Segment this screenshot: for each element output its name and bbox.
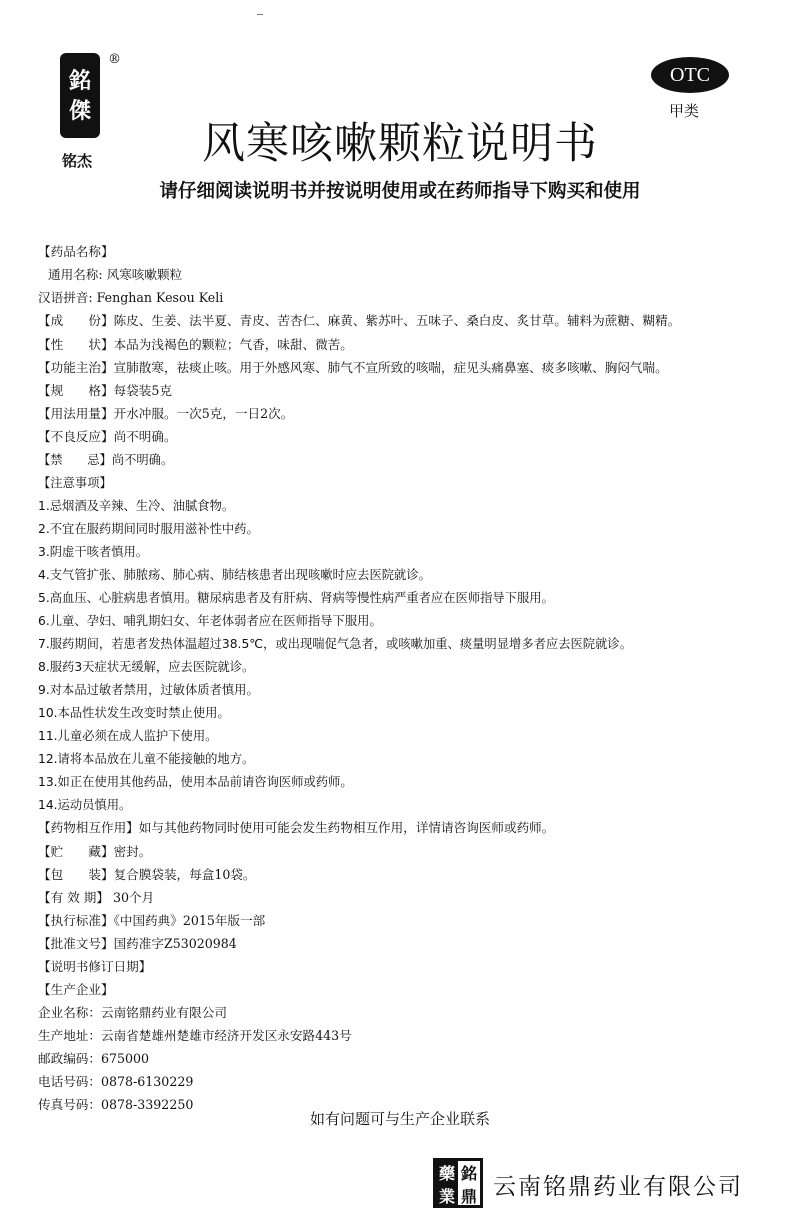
section-shelf-life: 【有 效 期】 30个月: [38, 890, 155, 905]
precaution-item: 12.请将本品放在儿童不能接触的地方。: [38, 752, 255, 766]
fax-number: 传真号码：0878-3392250: [38, 1097, 194, 1112]
precaution-item: 9.对本品过敏者禁用，过敏体质者慎用。: [38, 683, 259, 697]
precaution-item: 13.如正在使用其他药品，使用本品前请咨询医师或药师。: [38, 775, 353, 789]
precaution-item: 1.忌烟酒及辛辣、生冷、油腻食物。: [38, 499, 235, 513]
seal-glyph: 銘: [460, 1164, 477, 1183]
section-revision-date: 【说明书修订日期】: [38, 959, 152, 974]
otc-class-label: 甲类: [669, 102, 700, 120]
section-approval-number: 【批准文号】国药准字Z53020984: [38, 936, 237, 951]
section-indications: 【功能主治】宣肺散寒，祛痰止咳。用于外感风寒、肺气不宣所致的咳喘，症见头痛鼻塞、痰多咳嗽、胸闷气喘。: [38, 360, 668, 375]
section-package: 【包 装】复合膜袋装，每盒10袋。: [38, 867, 256, 882]
company-address: 生产地址：云南省楚雄州楚雄市经济开发区永安路443号: [38, 1028, 352, 1043]
section-storage: 【贮 藏】密封。: [38, 844, 152, 859]
section-adverse-reactions: 【不良反应】尚不明确。: [38, 429, 177, 444]
logo-glyph-bottom: 傑: [68, 97, 91, 124]
document-title: 风寒咳嗽颗粒说明书: [202, 119, 598, 169]
section-manufacturer: 【生产企业】: [38, 982, 114, 997]
section-precautions: 【注意事项】: [38, 476, 112, 490]
logo-glyph-top: 銘: [68, 67, 91, 94]
phone-number: 电话号码：0878-6130229: [38, 1074, 194, 1089]
precaution-item: 5.高血压、心脏病患者慎用。糖尿病患者及有肝病、肾病等慢性病严重者应在医师指导下服用。: [38, 591, 554, 605]
section-description: 【性 状】本品为浅褐色的颗粒；气香，味甜、微苦。: [38, 337, 353, 352]
precaution-item: 6.儿童、孕妇、哺乳期妇女、年老体弱者应在医师指导下服用。: [38, 614, 382, 628]
precaution-item: 2.不宜在服药期间同时服用滋补性中药。: [38, 522, 259, 536]
seal-glyph: 鼎: [460, 1187, 477, 1206]
precaution-item: 8.服药3天症状无缓解，应去医院就诊。: [38, 660, 255, 674]
usage-notice: 请仔细阅读说明书并按说明使用或在药师指导下购买和使用: [159, 181, 641, 202]
contact-note: 如有问题可与生产企业联系: [309, 1110, 490, 1128]
otc-badge: OTC: [651, 57, 729, 93]
section-standard: 【执行标准】《中国药典》2015年版一部: [38, 913, 266, 928]
company-seal-logo: [433, 1158, 483, 1208]
postal-code: 邮政编码：675000: [38, 1051, 150, 1066]
pinyin-name: 汉语拼音: Fenghan Kesou Keli: [38, 290, 224, 305]
seal-glyph: 業: [436, 1184, 458, 1207]
registered-mark: ®: [108, 52, 121, 67]
section-ingredients: 【成 份】陈皮、生姜、法半夏、青皮、苦杏仁、麻黄、紫苏叶、五味子、桑白皮、炙甘草。辅料为蔗糖、糊精。: [38, 313, 681, 328]
section-drug-name: 【药品名称】: [38, 244, 114, 259]
precaution-item: 10.本品性状发生改变时禁止使用。: [38, 706, 230, 720]
company-name: 企业名称：云南铭鼎药业有限公司: [38, 1005, 227, 1020]
section-dosage: 【用法用量】开水冲服。一次5克，一日2次。: [38, 406, 294, 421]
footer-company-name: 云南铭鼎药业有限公司: [493, 1174, 743, 1200]
precaution-item: 11.儿童必须在成人监护下使用。: [38, 729, 218, 743]
generic-name: 通用名称: 风寒咳嗽颗粒: [48, 267, 183, 282]
section-interactions: 【药物相互作用】如与其他药物同时使用可能会发生药物相互作用，详情请咨询医师或药师。: [38, 820, 555, 835]
seal-glyph: 藥: [436, 1161, 458, 1184]
precaution-item: 14.运动员慎用。: [38, 798, 132, 812]
precaution-item: 7.服药期间，若患者发热体温超过38.5℃，或出现喘促气急者，或咳嗽加重、痰量明显增多者应去医院就诊。: [38, 637, 632, 651]
section-specification: 【规 格】每袋装5克: [38, 383, 172, 398]
top-mark: [257, 14, 263, 15]
precaution-item: 3.阴虚干咳者慎用。: [38, 545, 149, 559]
precaution-item: 4.支气管扩张、肺脓疡、肺心病、肺结核患者出现咳嗽时应去医院就诊。: [38, 568, 431, 582]
brand-name: 铭杰: [62, 152, 93, 170]
section-contraindications: 【禁 忌】尚不明确。: [38, 453, 174, 467]
